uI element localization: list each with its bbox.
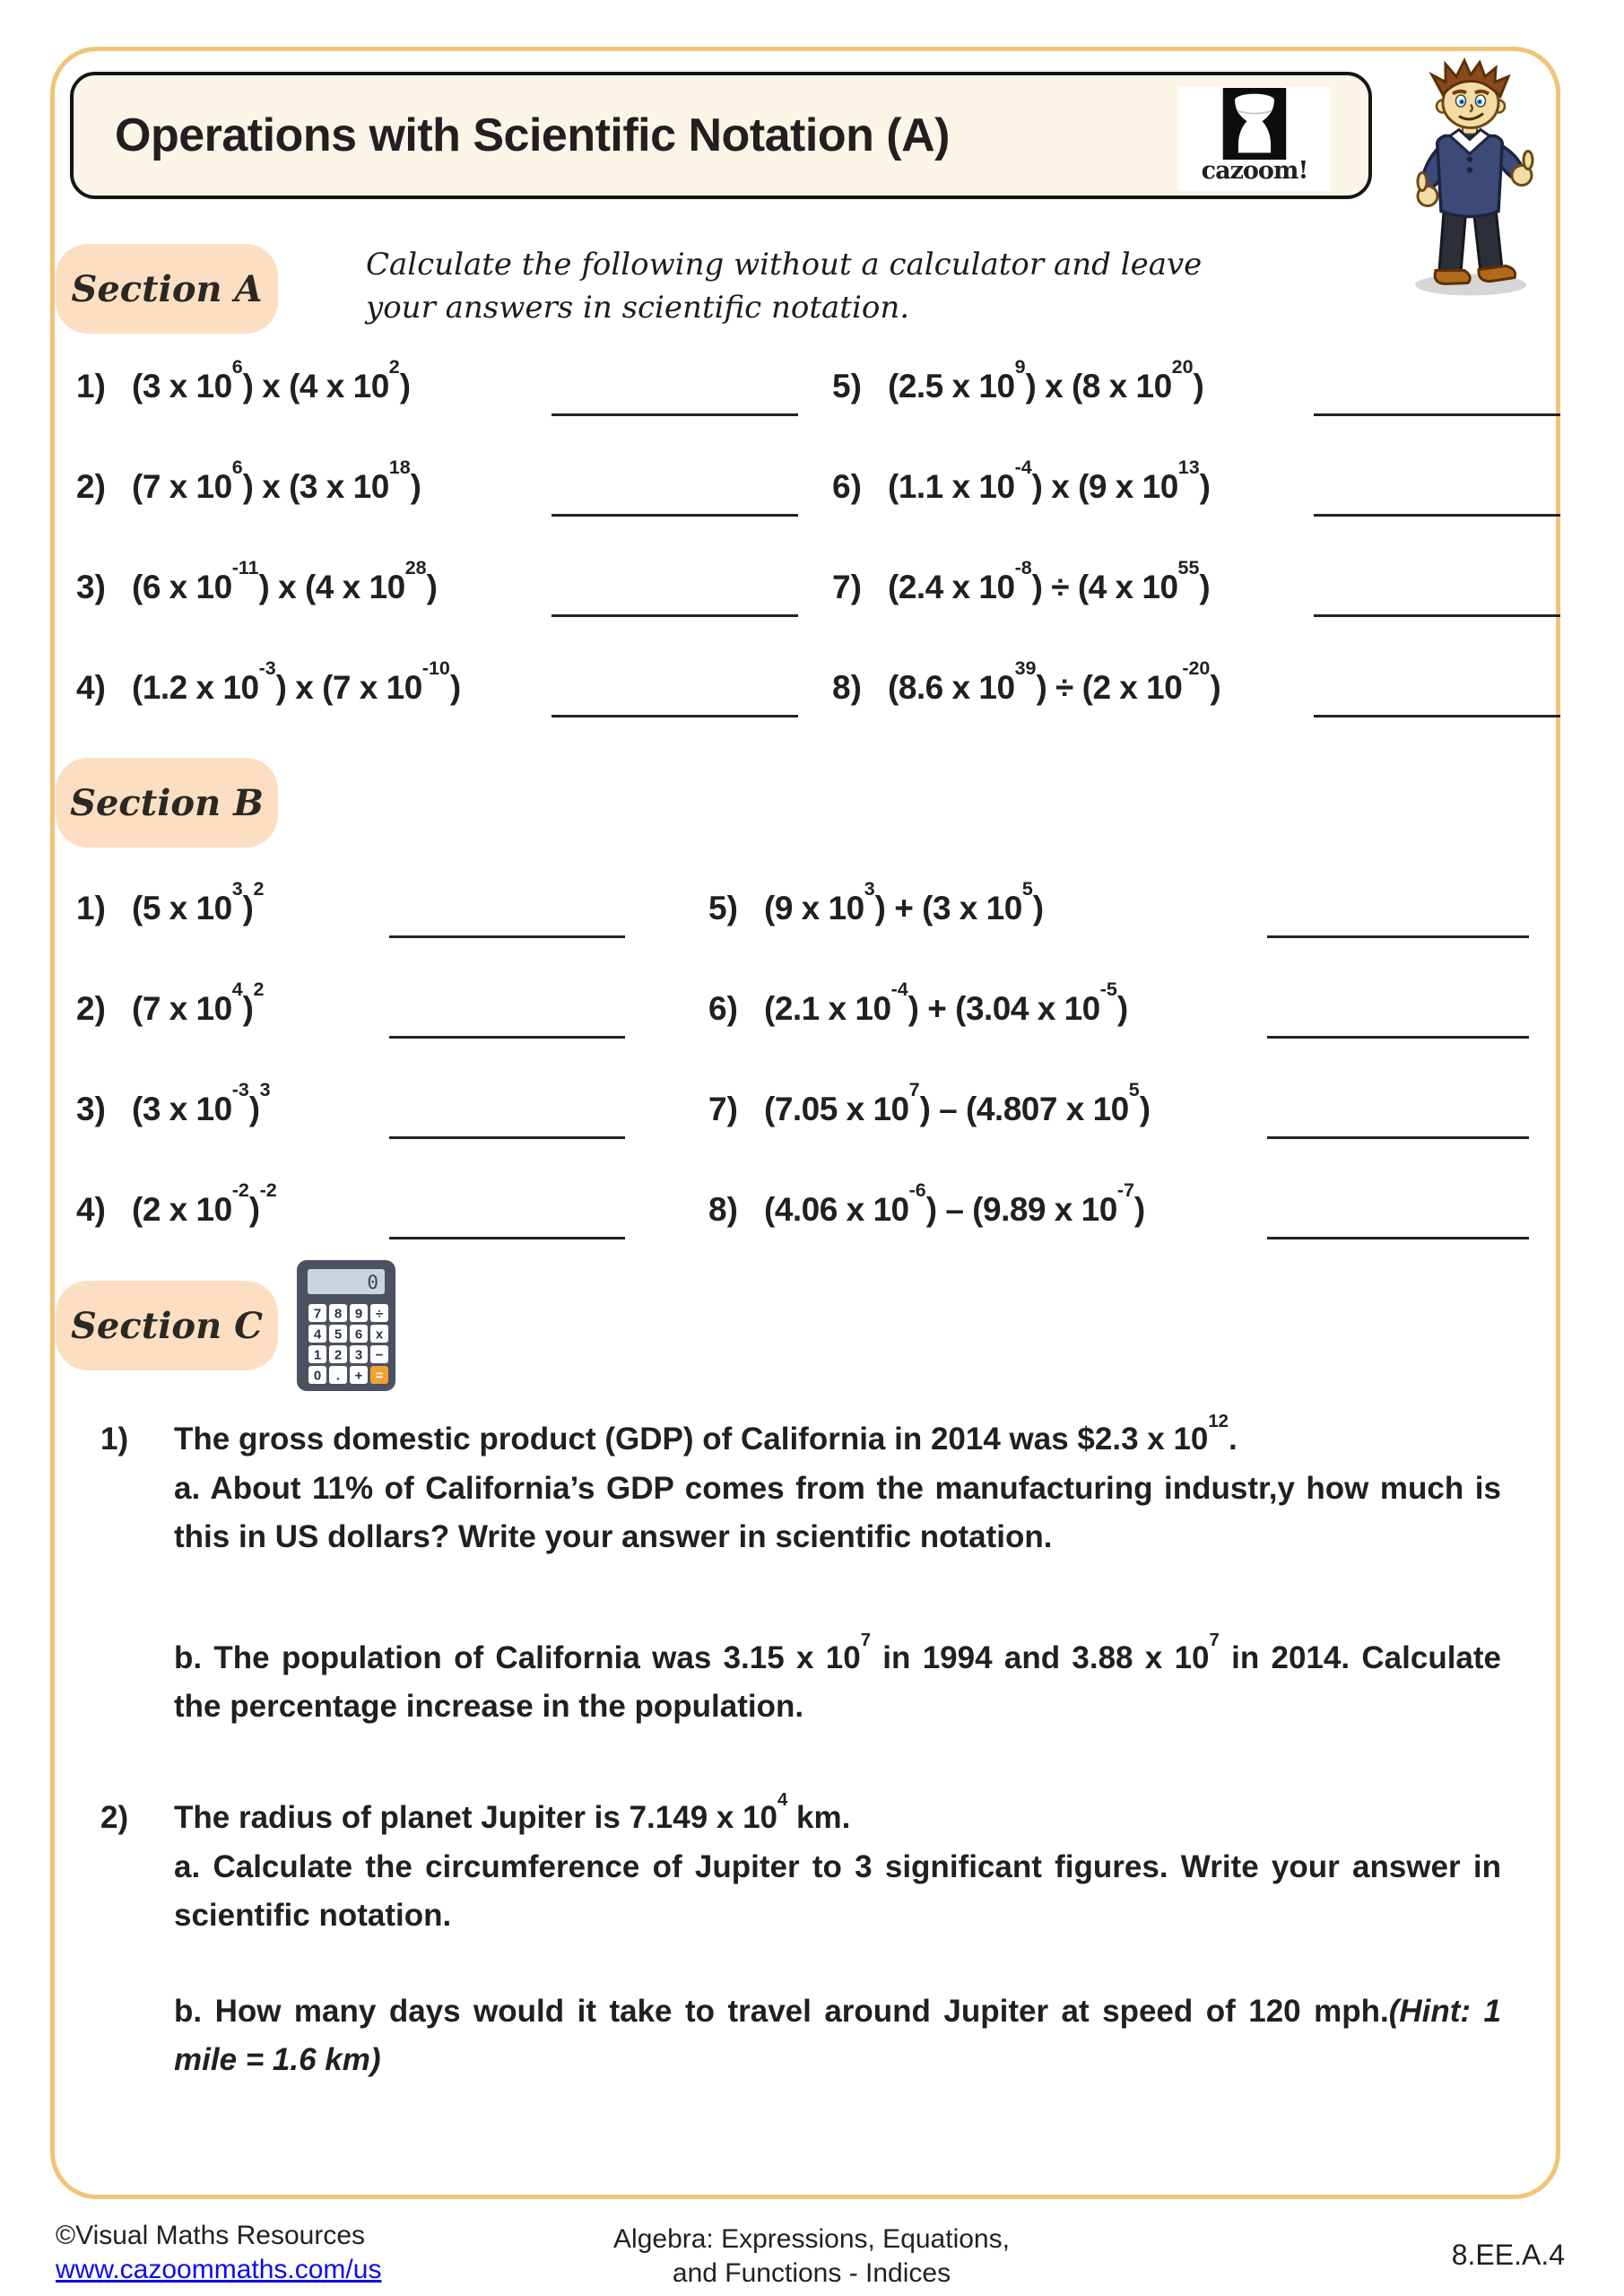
section-b-label: Section B <box>56 758 278 848</box>
question-expression: (3 x $10^6$) x (4 x $10^2$) <box>132 356 411 404</box>
calculator-key: ÷ <box>375 1306 384 1322</box>
answer-line[interactable] <box>1314 497 1560 517</box>
question-number: 2) <box>76 468 106 505</box>
question-part-b <box>174 1987 1501 2085</box>
question-expression: (7.05 x $10^7) - (4.807$ x $10^5$) <box>764 1079 1151 1127</box>
question-expression: (2 x $10^{-2})^{-2}$ <box>132 1179 277 1228</box>
footer-left <box>56 2219 381 2288</box>
question-expression: (7 x $10^6$) x (3 x $10^{18}$) <box>132 457 421 505</box>
question-number: 1) <box>76 368 106 404</box>
question-number: 6) <box>832 468 862 505</box>
question-number: 6) <box>708 990 738 1027</box>
question-expression: (4.06 x $10^{-6}) - (9.89$ x $10^{-7}$) <box>764 1179 1145 1228</box>
part-letter: a. <box>174 1470 201 1506</box>
question-row <box>832 457 1560 520</box>
cazoom-drum-icon <box>1222 88 1287 160</box>
answer-line[interactable] <box>1314 597 1560 617</box>
calculator-key: 2 <box>334 1347 343 1363</box>
question-row <box>76 1079 625 1143</box>
calculator-key: 5 <box>334 1326 343 1343</box>
answer-line[interactable] <box>551 698 798 718</box>
title-box <box>70 72 1372 199</box>
calculator-key: 9 <box>354 1306 363 1322</box>
question-row <box>76 457 798 520</box>
question-expression: (9 x $10^3) + (3$ x $10^5$) <box>764 878 1044 926</box>
question-expression: (3 x $10^{-3})^3$ <box>132 1079 271 1127</box>
answer-line[interactable] <box>1267 918 1529 938</box>
page-title: Operations with Scientific Notation (A) <box>115 109 950 161</box>
question-number: 2) <box>100 1799 129 1835</box>
question-row <box>832 356 1560 420</box>
question-number: 7) <box>708 1091 738 1127</box>
cazoom-logo <box>1178 87 1331 191</box>
question-intro: The gross domestic product (GDP) of California in 2014 was $2.3 x $10^{12}$. <box>174 1412 1238 1457</box>
question-row <box>708 1079 1529 1143</box>
question-number: 4) <box>76 1191 106 1228</box>
standard-code: 8.EE.A.4 <box>1451 2239 1565 2271</box>
subject-line-2: and Functions - Indices <box>672 2258 951 2289</box>
question-row <box>708 978 1529 1042</box>
cazoom-logo-text: cazoom! <box>1201 157 1308 185</box>
part-text: How many days would it take to travel around Jupiter at speed of 120 mph. <box>214 1993 1389 2029</box>
question-number: 2) <box>76 990 106 1027</box>
question-hint: (Hint: 1 mile = 1.6 km) <box>174 1993 1501 2078</box>
question-expression: (7 x $10^4)^2$ <box>132 978 265 1027</box>
calculator-icon <box>296 1259 396 1396</box>
question-row <box>76 978 625 1042</box>
calculator-key: x <box>375 1326 384 1343</box>
calculator-equals-key: = <box>375 1368 384 1384</box>
drum-icon <box>1222 88 1287 160</box>
question-row <box>76 878 625 942</box>
question-row <box>708 1179 1529 1243</box>
answer-line[interactable] <box>389 1220 625 1239</box>
question-row <box>832 557 1560 621</box>
calculator-key: 3 <box>354 1347 363 1363</box>
answer-line[interactable] <box>551 396 798 416</box>
question-part-b <box>174 1630 1502 1732</box>
question-intro: The radius of planet Jupiter is 7.149 x $10^4$ km. <box>174 1790 851 1835</box>
section-a-label: Section A <box>56 244 278 334</box>
question-expression: (1.2 x $10^{-3}$) x (7 x $10^{-10}$) <box>132 657 461 706</box>
question-number: 5) <box>832 368 862 404</box>
calculator-display: 0 <box>367 1272 378 1293</box>
subject-line-1: Algebra: Expressions, Equations, <box>613 2224 1010 2254</box>
part-letter: a. <box>174 1848 201 1884</box>
section-b-right-column <box>708 878 1529 1292</box>
question-expression: (2.1 x $10^{-4}) + (3.04$ x $10^{-5}$) <box>764 978 1128 1027</box>
question-row <box>832 657 1560 721</box>
calculator-key: 8 <box>334 1306 343 1322</box>
section-c-label: Section C <box>56 1281 278 1370</box>
question-number: 8) <box>708 1191 738 1228</box>
question-expression: (2.5 x $10^9$) x (8 x $10^{20}$) <box>888 356 1204 404</box>
part-letter: b. <box>174 1639 203 1675</box>
calculator-key: 6 <box>354 1326 363 1343</box>
calculator-key: . <box>335 1368 341 1384</box>
answer-line[interactable] <box>551 597 798 617</box>
mascot-boy-illustration <box>1385 56 1560 302</box>
calculator-key: 1 <box>313 1347 322 1363</box>
word-problem <box>100 1412 1502 1732</box>
answer-line[interactable] <box>389 1119 625 1139</box>
footer-subject <box>502 2222 1121 2292</box>
question-number: 8) <box>832 669 862 706</box>
answer-line[interactable] <box>1267 1119 1529 1139</box>
section-a-instructions: Calculate the following without a calculator and leave your answers in scientific notation. <box>366 247 1203 326</box>
part-text: Calculate the circumference of Jupiter to 3 significant figures. Write your answer in scientific notation. <box>174 1848 1501 1934</box>
question-row <box>708 878 1529 942</box>
question-part-a <box>174 1843 1501 1941</box>
question-part-a <box>174 1465 1501 1562</box>
question-number: 5) <box>708 890 738 926</box>
boy-thumbs-up-icon <box>1385 56 1560 302</box>
answer-line[interactable] <box>551 497 798 517</box>
calculator-key: 0 <box>313 1368 322 1384</box>
question-number: 3) <box>76 569 106 605</box>
part-letter: b. <box>174 1993 203 2029</box>
question-row <box>76 356 798 420</box>
word-problem <box>100 1790 1501 2085</box>
question-number: 3) <box>76 1091 106 1127</box>
question-number: 4) <box>76 669 106 706</box>
calculator-key: − <box>375 1347 384 1363</box>
answer-line[interactable] <box>1267 1019 1529 1039</box>
question-expression: (8.6 x $10^{39}) \div (2$ x $10^{-20}$) <box>888 657 1221 706</box>
question-number: 1) <box>100 1422 129 1457</box>
copyright-text: ©Visual Maths Resources <box>56 2221 366 2250</box>
question-number: 7) <box>832 569 862 605</box>
section-c-questions <box>100 1412 1502 2085</box>
answer-line[interactable] <box>1314 396 1560 416</box>
answer-line[interactable] <box>389 1019 625 1039</box>
answer-line[interactable] <box>1314 698 1560 718</box>
calculator-key: + <box>354 1368 363 1384</box>
question-row <box>76 657 798 721</box>
answer-line[interactable] <box>1267 1220 1529 1239</box>
question-expression: (2.4 x $10^{-8}) \div (4$ x $10^{55}$) <box>888 557 1211 605</box>
question-row <box>76 1179 625 1243</box>
part-text: The population of California was 3.15 x $10^7$ in 1994 and 3.88 x $10^7$ in 2014. Calculate the percentage increase in the population. <box>174 1630 1502 1725</box>
section-b-left-column <box>76 878 625 1292</box>
question-row <box>76 557 798 621</box>
calculator-key: 7 <box>313 1306 322 1322</box>
section-a-right-column <box>832 356 1560 770</box>
answer-line[interactable] <box>389 918 625 938</box>
question-number: 1) <box>76 890 106 926</box>
question-expression: (6 x $10^{-11}$) x (4 x $10^{28}$) <box>132 557 438 605</box>
question-expression: (1.1 x $10^{-4}$) x (9 x $10^{13}$) <box>888 457 1211 505</box>
section-a-left-column <box>76 356 798 770</box>
calculator-key: 4 <box>313 1326 322 1343</box>
part-text: About 11% of California’s GDP comes from the manufacturing industr,y how much is this in US dollars? Write your answer in scientific notation. <box>174 1470 1501 1555</box>
cazoom-maths-link[interactable]: www.cazoommaths.com/us <box>56 2255 382 2285</box>
question-expression: (5 x $10^3)^2$ <box>132 878 265 926</box>
